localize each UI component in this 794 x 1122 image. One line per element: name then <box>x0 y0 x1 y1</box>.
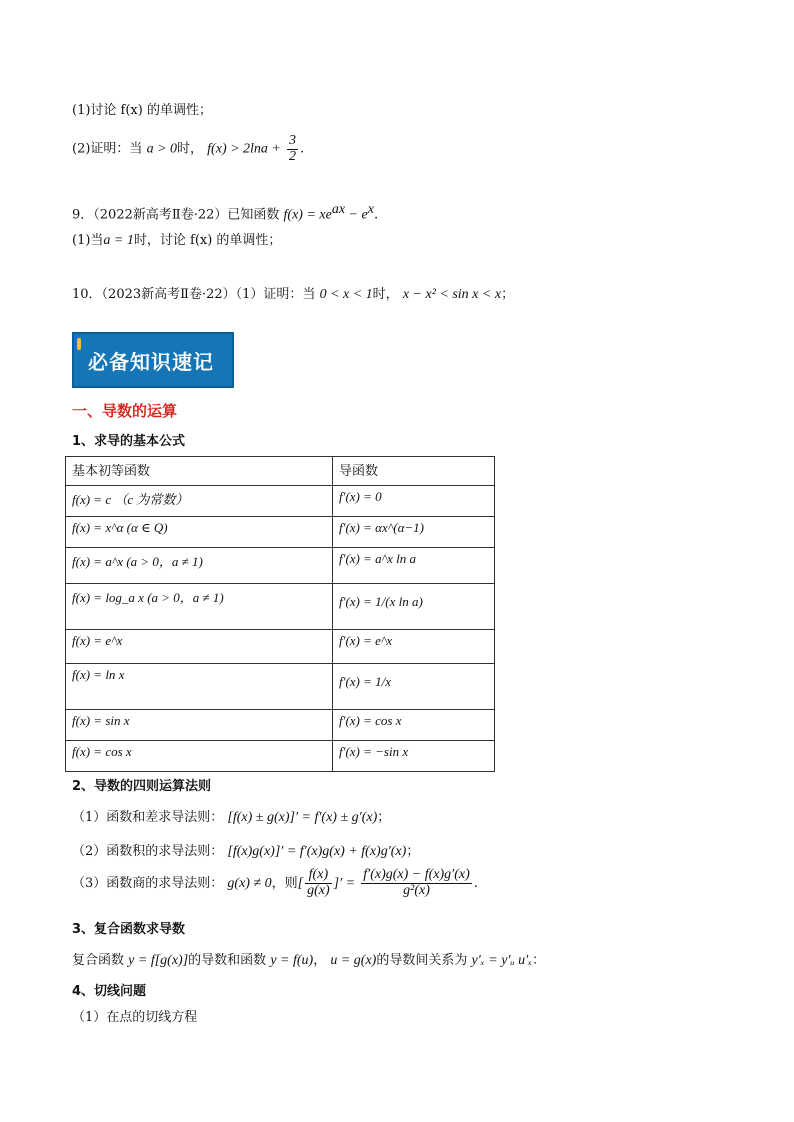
problem-9: 9．（2022新高考Ⅱ卷·22）已知函数 $f(x) = xe^{ax} - e^x$. <box>72 202 379 223</box>
table-row <box>66 741 495 772</box>
table-header-cell: 导函数 <box>333 457 495 486</box>
table-cell-function: f(x) = x^α (α ∈ Q) <box>66 517 333 548</box>
derivative-formula-table <box>65 456 495 772</box>
table-cell-derivative: f′(x) = 1/x <box>333 664 495 710</box>
table-cell-function: f(x) = a^x (a > 0，a ≠ 1) <box>66 548 333 584</box>
section-banner <box>72 332 234 388</box>
tangent-item-1: （1）在点的切线方程 <box>72 1010 198 1025</box>
banner-title: 必备知识速记 <box>88 350 214 374</box>
table-row <box>66 486 495 517</box>
subsection-title-tangent: 4、切线问题 <box>72 984 147 999</box>
quotient-right-fraction: $\frac{f'(x)g(x) - f(x)g'(x)}{\text{g²(x)}}$ <box>363 867 470 898</box>
rule-quotient: （3）函数商的求导法则： g(x) ≠ 0，则[ $\frac{f(x)}{g(x)}$ ]′ = $\frac{f'(x)g(x) - f(x)g'(x)}{\text{g²(x)}}$ . <box>72 867 478 898</box>
composite-derivative-text: 复合函数 y = f[g(x)]的导数和函数 y = f(u)， u = g(x)的导数间关系为 y′ₓ = y′ᵤ u′ₓ： <box>72 953 546 968</box>
problem-10: 10．（2023新高考Ⅱ卷·22）（1）证明：当 0 < x < 1时， x − x² < sin x < x； <box>72 287 515 302</box>
rule-product: （2）函数积的求导法则： [f(x)g(x)]′ = f′(x)g(x) + f(x)g′(x)； <box>72 844 420 859</box>
subsection-title-composite: 3、复合函数求导数 <box>72 922 186 937</box>
table-cell-derivative: f′(x) = e^x <box>333 630 495 664</box>
table-header-cell: 基本初等函数 <box>66 457 333 486</box>
table-cell-function: f(x) = ln x <box>66 664 333 710</box>
table-row <box>66 664 495 710</box>
table-cell-derivative: f′(x) = a^x ln a <box>333 548 495 584</box>
rule-sum-difference: （1）函数和差求导法则： [f(x) ± g(x)]′ = f′(x) ± g′(x)； <box>72 810 391 825</box>
table-cell-derivative: f′(x) = −sin x <box>333 741 495 772</box>
problem-9-part-1: (1)当a = 1时，讨论 f(x) 的单调性； <box>72 233 282 248</box>
table-row <box>66 584 495 630</box>
problem-8-part-2: (2)证明：当 a > 0时， f(x) > 2lna + $\frac{3}{2}$ . <box>72 133 305 164</box>
table-row <box>66 548 495 584</box>
table-cell-derivative: f′(x) = 1/(x ln a) <box>333 584 495 630</box>
table-cell-derivative: f′(x) = cos x <box>333 710 495 741</box>
subsection-title-four-rules: 2、导数的四则运算法则 <box>72 779 212 794</box>
table-header-row <box>66 457 495 486</box>
table-row <box>66 630 495 664</box>
problem-8-part-1: (1)讨论 f(x) 的单调性； <box>72 103 212 118</box>
fraction-3-2: $\frac{3}{2}$ <box>289 133 297 164</box>
table-cell-derivative: f′(x) = 0 <box>333 486 495 517</box>
table-cell-function: f(x) = e^x <box>66 630 333 664</box>
section-title-derivative-operations: 一、导数的运算 <box>72 402 178 420</box>
quotient-left-fraction: $\frac{f(x)}{g(x)}$ <box>307 867 330 898</box>
table-cell-function: f(x) = sin x <box>66 710 333 741</box>
table-row <box>66 517 495 548</box>
table-cell-function: f(x) = c （c 为常数） <box>66 486 333 517</box>
banner-tag-marker <box>77 338 81 350</box>
table-cell-derivative: f′(x) = αx^(α−1) <box>333 517 495 548</box>
table-cell-function: f(x) = cos x <box>66 741 333 772</box>
table-row <box>66 710 495 741</box>
table-cell-function: f(x) = log_a x (a > 0，a ≠ 1) <box>66 584 333 630</box>
subsection-title-basic-formulas: 1、求导的基本公式 <box>72 434 186 449</box>
